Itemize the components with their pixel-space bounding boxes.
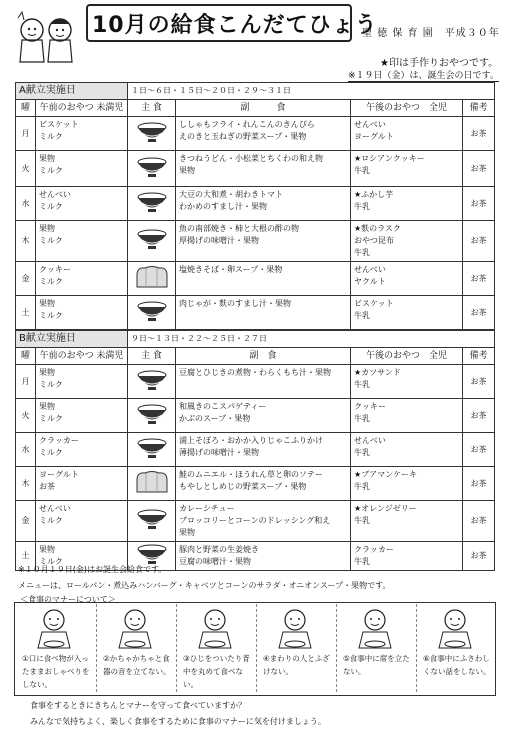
side-dishes: 豚肉と野菜の生姜焼き 豆腐の味噌汁・果物 (176, 542, 351, 571)
rice-bowl-icon (133, 228, 171, 250)
table-row (16, 296, 495, 330)
closing-line-2: みんなで気持ちよく、楽しく食事をするために食事のマナーに気を付けましょう。 (30, 717, 326, 726)
day-of-week: 水 (16, 433, 36, 467)
closing-line-1: 食事をするときにきちんとマナーを守って食べていますか？ (30, 701, 246, 710)
main-dish (128, 433, 176, 467)
menu-b-header-row (16, 348, 495, 365)
manner-panel (416, 604, 493, 692)
table-row (16, 117, 495, 151)
table-row (16, 467, 495, 501)
rice-bowl-icon (133, 403, 171, 425)
table-row (16, 151, 495, 187)
menu-a-table (15, 82, 495, 330)
day-of-week: 土 (16, 296, 36, 330)
pm-snack: せんべい 牛乳 (351, 433, 463, 467)
manner-caption: ①口に食べ物が入ったままおしゃべりをしない。 (22, 654, 90, 689)
col-pm-snack: 午後のおやつ 全児 (351, 348, 463, 365)
birthday-title: ※１０月１９日(金)はお誕生会給食です。 (18, 565, 167, 574)
main-dish (128, 117, 176, 151)
am-snack: 果物 ミルク (36, 542, 128, 571)
day-of-week: 木 (16, 221, 36, 262)
children-illustration (12, 10, 82, 66)
main-dish (128, 151, 176, 187)
manner-caption: ③ひじをついたり背中を丸めて食べない。 (183, 654, 250, 689)
pm-snack: ビスケット 牛乳 (351, 296, 463, 330)
rice-bowl-icon (133, 300, 171, 322)
main-dish (128, 187, 176, 221)
remarks: お茶 (463, 117, 495, 151)
col-remarks: 備考 (463, 100, 495, 117)
table-row (16, 501, 495, 542)
side-dishes: カレーシチュー ブロッコリーとコーンのドレッシング和え 果物 (176, 501, 351, 542)
menu-b-table (15, 330, 495, 571)
table-row (16, 399, 495, 433)
day-of-week: 火 (16, 399, 36, 433)
main-dish (128, 501, 176, 542)
day-of-week: 土 (16, 542, 36, 571)
col-am-snack: 午前のおやつ 未満児 (36, 100, 128, 117)
rice-bowl-icon (133, 369, 171, 391)
side-dishes: 塩焼きそば・卵スープ・果物 (176, 262, 351, 296)
am-snack: 果物 ミルク (36, 221, 128, 262)
side-dishes: 大豆の大和煮・胡わきトマト わかめのすまし汁・果物 (176, 187, 351, 221)
table-row (16, 365, 495, 399)
am-snack: せんべい ミルク (36, 501, 128, 542)
menu-b-label: B献立実施日 (16, 331, 128, 348)
menu-a-dates: １日～６日・１５日～２０日・２９～３１日 (128, 83, 495, 100)
col-main: 主 食 (128, 100, 176, 117)
manner-panel (176, 604, 253, 692)
rice-bowl-icon (133, 508, 171, 530)
main-dish (128, 296, 176, 330)
pm-snack: ★ふかし芋 牛乳 (351, 187, 463, 221)
table-row (16, 433, 495, 467)
child-eating-icon (429, 606, 481, 650)
remarks: お茶 (463, 262, 495, 296)
pm-snack: ★オレンジゼリー 牛乳 (351, 501, 463, 542)
pm-snack: ★麩のラスク おやつ昆布 牛乳 (351, 221, 463, 262)
menu-a-header-row (16, 100, 495, 117)
child-eating-icon (349, 606, 401, 650)
birthday-menu: メニューは、ロールパン・煮込みハンバーグ・キャベツとコーンのサラダ・オニオンスープ・果物です。 (18, 581, 391, 590)
side-dishes: 魚の南部焼き・柿と大根の酢の物 厚揚げの味噌汁・果物 (176, 221, 351, 262)
child-eating-icon (189, 606, 241, 650)
col-dow: 曜 (16, 100, 36, 117)
pm-snack: せんべい ヤクルト (351, 262, 463, 296)
main-dish (128, 262, 176, 296)
am-snack: せんべい ミルク (36, 187, 128, 221)
manner-caption: ②かちゃかちゃと食器の音を立てない。 (103, 654, 171, 676)
day-of-week: 木 (16, 467, 36, 501)
manners-title: ＜食事のマナーについて＞ (20, 595, 116, 604)
main-dish (128, 467, 176, 501)
handmade-note: ★印は手作りおやつです。 (380, 58, 499, 69)
day-of-week: 火 (16, 151, 36, 187)
side-dishes: 鮭のムニエル・ほうれん草と卵のソテー もやしとしめじの野菜スープ・果物 (176, 467, 351, 501)
side-dishes: 和風きのこスパゲティー かぶのスープ・果物 (176, 399, 351, 433)
day-of-week: 月 (16, 117, 36, 151)
am-snack: ヨーグルト お茶 (36, 467, 128, 501)
main-dish (128, 221, 176, 262)
menu-a-label: A献立実施日 (16, 83, 128, 100)
col-pm-snack: 午後のおやつ 全児 (351, 100, 463, 117)
side-dishes: ししゃもフライ・れんこんのきんぴら えのきと玉ねぎの野菜スープ・果物 (176, 117, 351, 151)
birthday-note: ※１９日（金）は、誕生会の日です。 (348, 71, 499, 81)
day-of-week: 金 (16, 262, 36, 296)
main-dish (128, 365, 176, 399)
manner-panel (336, 604, 413, 692)
side-dishes: 豆腐とひじきの煮物・わらくもち汁・果物 (176, 365, 351, 399)
day-of-week: 金 (16, 501, 36, 542)
manner-caption: ⑥食事中にふさわしくない話をしない。 (423, 654, 491, 676)
col-remarks: 備考 (463, 348, 495, 365)
school-name: 聖 徳 保 育 園 平成３０年 (362, 28, 500, 39)
child-eating-icon (28, 606, 80, 650)
pm-snack: ★ロシアンクッキー 牛乳 (351, 151, 463, 187)
col-dow: 曜 (16, 348, 36, 365)
child-eating-icon (109, 606, 161, 650)
am-snack: ビスケット ミルク (36, 117, 128, 151)
am-snack: クラッカー ミルク (36, 433, 128, 467)
manner-panel (256, 604, 333, 692)
am-snack: 果物 ミルク (36, 296, 128, 330)
remarks: お茶 (463, 467, 495, 501)
table-row (16, 221, 495, 262)
side-dishes: きつねうどん・小松菜とちくわの和え物 果物 (176, 151, 351, 187)
page-title: 10月の給食こんだてひょう (92, 13, 378, 38)
manner-panel (16, 604, 92, 692)
remarks: お茶 (463, 542, 495, 571)
menu-a-banner (16, 83, 495, 100)
side-dishes: 肉じゃが・麩のすまし汁・果物 (176, 296, 351, 330)
am-snack: 果物 ミルク (36, 365, 128, 399)
day-of-week: 水 (16, 187, 36, 221)
bread-icon (133, 265, 171, 289)
manner-caption: ⑤食事中に席を立たない。 (343, 654, 410, 676)
rice-bowl-icon (133, 121, 171, 143)
pm-snack: クラッカー 牛乳 (351, 542, 463, 571)
table-row (16, 187, 495, 221)
am-snack: 果物 ミルク (36, 151, 128, 187)
bread-icon (133, 470, 171, 494)
menu-b-dates: ９日～１３日・２２～２５日・２７日 (128, 331, 495, 348)
table-row (16, 262, 495, 296)
remarks: お茶 (463, 365, 495, 399)
remarks: お茶 (463, 151, 495, 187)
remarks: お茶 (463, 399, 495, 433)
child-eating-icon (269, 606, 321, 650)
pm-snack: ★カツサンド 牛乳 (351, 365, 463, 399)
menu-b-banner (16, 331, 495, 348)
remarks: お茶 (463, 433, 495, 467)
col-am-snack: 午前のおやつ 未満児 (36, 348, 128, 365)
manner-caption: ④まわりの人とふざけない。 (263, 654, 330, 676)
day-of-week: 月 (16, 365, 36, 399)
rice-bowl-icon (133, 437, 171, 459)
remarks: お茶 (463, 296, 495, 330)
remarks: お茶 (463, 501, 495, 542)
main-dish (128, 399, 176, 433)
col-side: 副 食 (176, 348, 351, 365)
pm-snack: せんべい ヨーグルト (351, 117, 463, 151)
pm-snack: クッキー 牛乳 (351, 399, 463, 433)
side-dishes: 浦上そぼろ・おかか入りじゃこふりかけ 薄揚げの味噌汁・果物 (176, 433, 351, 467)
manner-panel (96, 604, 173, 692)
pm-snack: ★ブアマンケーキ 牛乳 (351, 467, 463, 501)
rice-bowl-icon (133, 156, 171, 178)
am-snack: 果物 ミルク (36, 399, 128, 433)
am-snack: クッキー ミルク (36, 262, 128, 296)
rice-bowl-icon (133, 191, 171, 213)
remarks: お茶 (463, 221, 495, 262)
remarks: お茶 (463, 187, 495, 221)
col-side: 副 食 (176, 100, 351, 117)
rice-bowl-icon (133, 543, 171, 565)
col-main: 主 食 (128, 348, 176, 365)
